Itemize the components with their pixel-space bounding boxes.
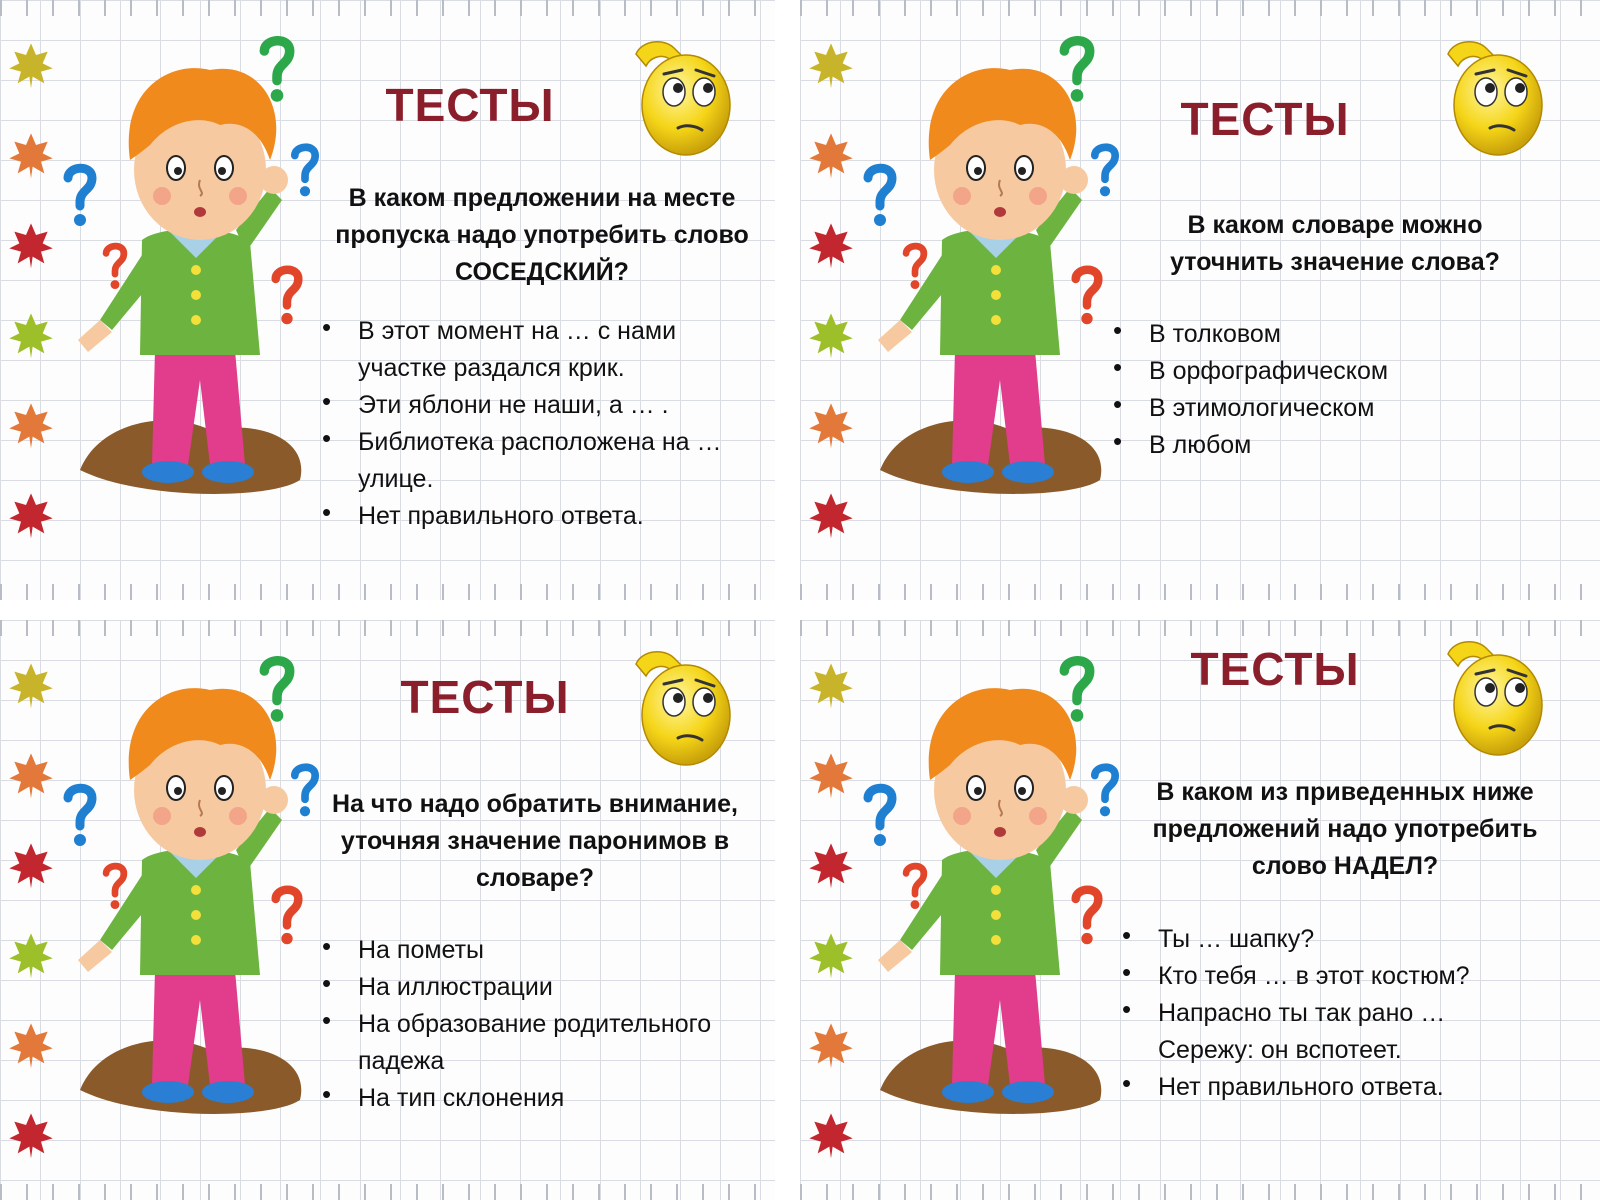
question-text: В каком предложении на месте пропуска надо употребить слово СОСЕДСКИЙ? [335,184,749,286]
slide-1 [0,0,775,600]
answer-option[interactable]: • В этот момент на … с нами участке раздался крик. [322,313,742,387]
ruler-bottom [800,584,1600,600]
question-mark-icon [255,652,299,726]
autumn-leaf-icon [9,493,52,538]
question-text: В каком из приведенных ниже предложений надо употребить слово НАДЕЛ? [1152,778,1538,880]
autumn-leaf-icon [9,43,52,88]
autumn-leaves-strip [4,40,64,580]
ruler-bottom [800,1184,1600,1200]
question-mark-icon [1068,882,1106,948]
thinking-emoji-icon [1440,630,1550,760]
answer-option[interactable]: • На пометы [322,932,742,969]
answer-option[interactable]: • Нет правильного ответа. [322,498,742,535]
answer-option[interactable]: • На тип склонения [322,1080,742,1117]
question-mark-icon [1088,140,1122,200]
question-mark-icon [100,860,130,912]
answer-list [322,932,742,1117]
question-mark-icon [1068,262,1106,328]
question-mark-icon [1088,760,1122,820]
answer-list [1122,921,1542,1106]
answer-option[interactable]: • В толковом [1113,316,1533,353]
question-text: На что надо обратить внимание, уточняя значение паронимов в словаре? [332,790,738,892]
autumn-leaves-strip [804,660,864,1180]
answer-option[interactable]: • В орфографическом [1113,353,1533,390]
answer-option[interactable]: • Ты … шапку? [1122,921,1542,958]
question-mark-icon [900,240,930,292]
answer-option[interactable]: • На образование родительного падежа [322,1006,742,1080]
slide-2 [800,0,1600,600]
autumn-leaves-strip [4,660,64,1180]
answer-option[interactable]: • Эти яблони не наши, а … . [322,387,742,424]
question-text: В каком словаре можно уточнить значение слова? [1170,211,1500,276]
autumn-leaf-icon [9,313,52,358]
question-mark-icon [100,240,130,292]
slide-title: ТЕСТЫ [1190,643,1360,695]
question-mark-icon [288,760,322,820]
autumn-leaf-icon [9,223,52,268]
autumn-leaf-icon [9,133,52,178]
slide-title: ТЕСТЫ [1180,93,1350,145]
question-mark-icon [255,32,299,106]
ruler-bottom [0,584,775,600]
answer-option[interactable]: • В этимологическом [1113,390,1533,427]
thinking-emoji-icon [1440,30,1550,160]
autumn-leaf-icon [9,403,52,448]
thinking-emoji-icon [628,30,738,160]
question-mark-icon [268,262,306,328]
answer-option[interactable]: • На иллюстрации [322,969,742,1006]
thinking-emoji-icon [628,640,738,770]
slide-title: ТЕСТЫ [385,79,555,131]
question-mark-icon [60,160,100,230]
answer-list [1113,316,1533,464]
question-mark-icon [860,160,900,230]
slide-4 [800,620,1600,1200]
ruler-top [0,620,775,636]
ruler-top [0,0,775,16]
question-mark-icon [1055,32,1099,106]
answer-list [322,313,742,535]
question-mark-icon [1055,652,1099,726]
slide-title: ТЕСТЫ [400,671,570,723]
question-mark-icon [268,882,306,948]
question-mark-icon [288,140,322,200]
question-mark-icon [860,780,900,850]
answer-option[interactable]: • В любом [1113,427,1533,464]
question-mark-icon [60,780,100,850]
answer-option[interactable]: • Кто тебя … в этот костюм? [1122,958,1542,995]
answer-option[interactable]: • Библиотека расположена на … улице. [322,424,742,498]
question-mark-icon [900,860,930,912]
ruler-top [800,0,1600,16]
slide-3 [0,620,775,1200]
ruler-bottom [0,1184,775,1200]
autumn-leaves-strip [804,40,864,580]
answer-option[interactable]: • Нет правильного ответа. [1122,1069,1542,1106]
answer-option[interactable]: • Напрасно ты так рано … Сережу: он вспотеет. [1122,995,1542,1069]
